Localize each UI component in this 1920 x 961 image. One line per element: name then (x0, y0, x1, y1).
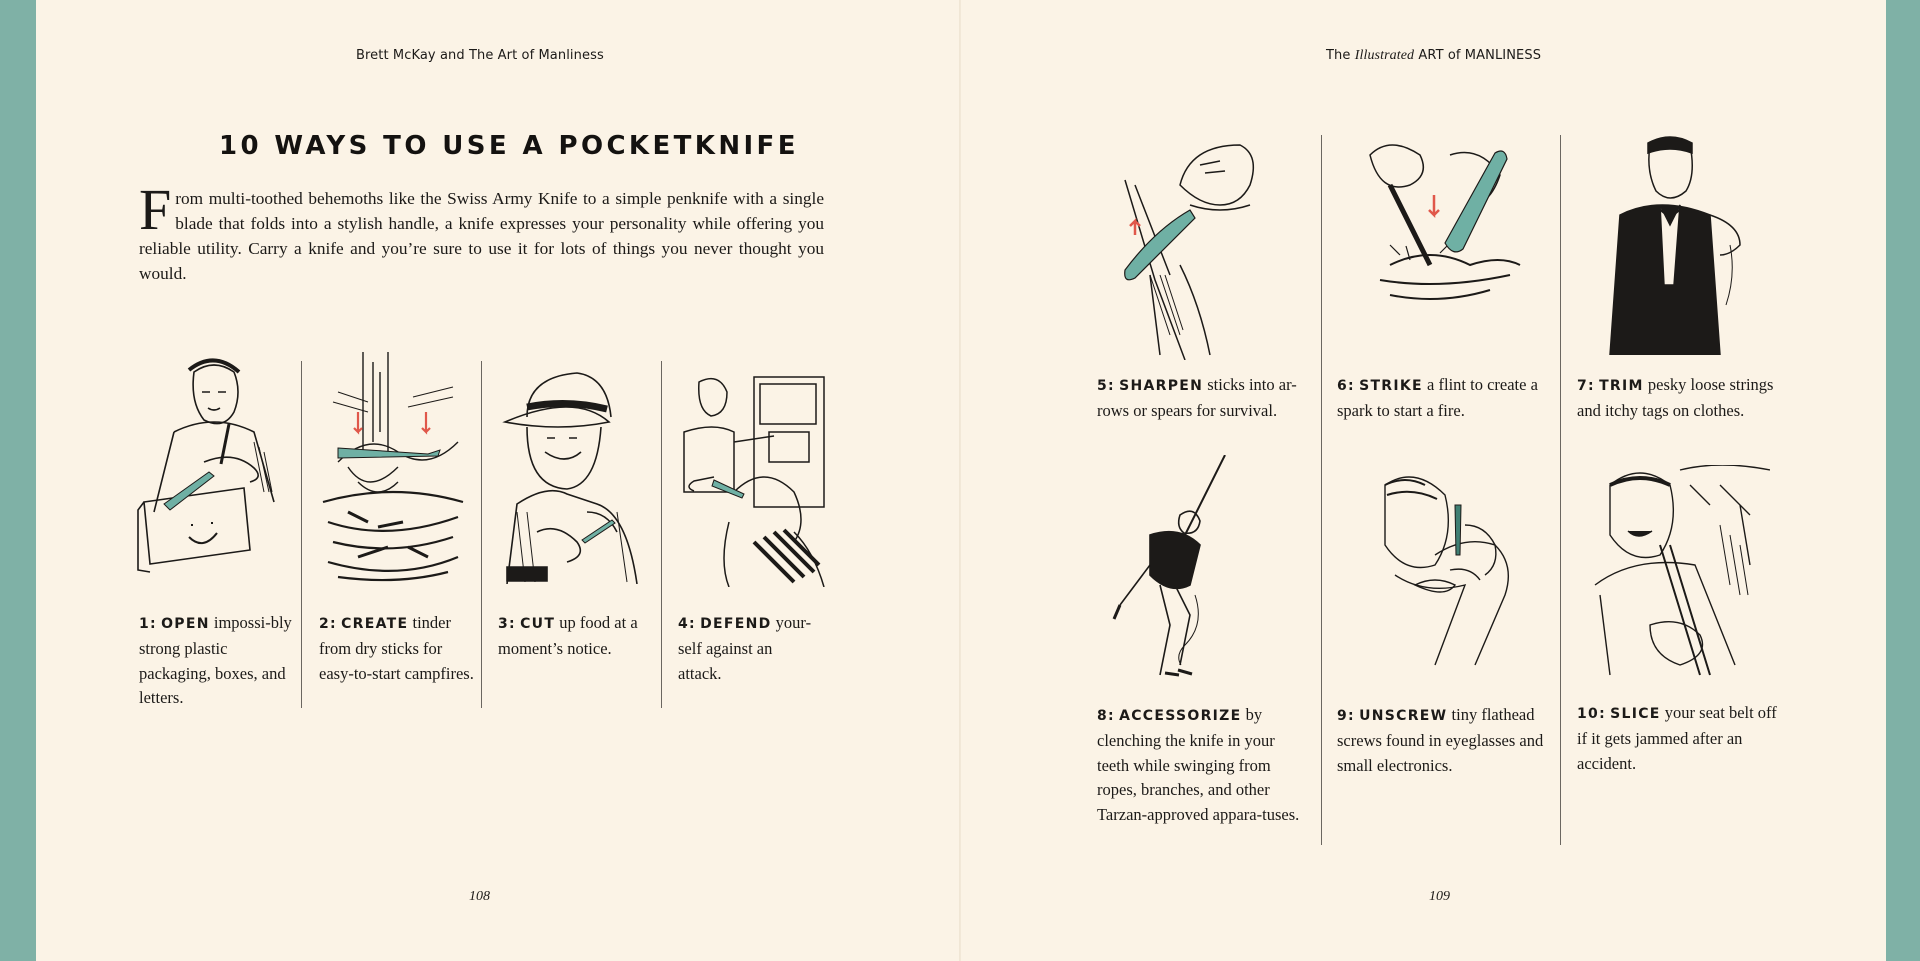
tip-verb: ACCESSORIZE (1119, 708, 1242, 724)
tip-verb: UNSCREW (1359, 708, 1448, 724)
tip-2-caption: 2: CREATE tinder from dry sticks for easy-to-start campfires. (319, 613, 474, 683)
man-in-hat-cutting-food-illustration (497, 362, 652, 584)
shaving-tinder-illustration (318, 352, 468, 587)
drop-cap: F (139, 177, 172, 242)
tip-verb: OPEN (161, 616, 210, 632)
tip-verb: STRIKE (1359, 378, 1423, 394)
tip-1-caption: 1: OPEN impossi-bly strong plastic packaging, boxes, and letters. (139, 613, 292, 708)
tip-4-caption: 4: DEFEND your-self against an attack. (678, 613, 812, 683)
striking-flint-illustration (1350, 135, 1525, 345)
column-divider (1560, 135, 1561, 845)
tip-verb: DEFEND (700, 616, 772, 632)
left-running-header: Brett McKay and The Art of Manliness (356, 48, 604, 63)
page-number-right: 109 (1429, 889, 1450, 904)
column-divider (481, 361, 482, 708)
tip-10-caption: 10: SLICE your seat belt off if it gets jammed after an accident. (1577, 703, 1777, 773)
tip-verb: TRIM (1599, 378, 1644, 394)
slicing-seatbelt-illustration (1590, 465, 1770, 680)
tip-7-caption: 7: TRIM pesky loose strings and itchy tags on clothes. (1577, 375, 1774, 420)
tip-8-caption: 8: ACCESSORIZE by clenching the knife in your teeth while swinging from ropes, branches, and other Tarzan-approved appara-tuses. (1097, 705, 1300, 825)
tip-3-caption: 3: CUT up food at a moment’s notice. (498, 613, 638, 658)
tip-5-caption: 5: SHARPEN sticks into ar-rows or spears for survival. (1097, 375, 1297, 420)
intro-text: rom multi-toothed behemoths like the Swiss Army Knife to a simple penknife with a single blade that folds into a stylish handle, a knife expresses your personality while offering you reliable utility. Carry a knife and you’re sure to use it for lots of things you never thought you would. (139, 189, 824, 283)
page-title: 10 WAYS TO USE A POCKETKNIFE (219, 131, 799, 161)
man-in-tuxedo-trimming-illustration (1600, 135, 1750, 355)
column-divider (1321, 135, 1322, 845)
tip-9-caption: 9: UNSCREW tiny flathead screws found in eyeglasses and small electronics. (1337, 705, 1544, 775)
page-number-left: 108 (469, 889, 490, 904)
atm-defense-illustration (674, 372, 829, 587)
unscrewing-eyeglasses-illustration (1375, 465, 1515, 675)
book-gutter (959, 0, 961, 961)
column-divider (661, 361, 662, 708)
tip-verb: CREATE (341, 616, 409, 632)
tip-verb: SHARPEN (1119, 378, 1204, 394)
intro-paragraph (139, 177, 824, 286)
column-divider (301, 361, 302, 708)
tip-6-caption: 6: STRIKE a flint to create a spark to start a fire. (1337, 375, 1538, 420)
sharpening-stick-illustration (1110, 135, 1270, 360)
tip-verb: SLICE (1610, 706, 1661, 722)
swinging-rope-illustration (1110, 455, 1240, 685)
right-running-header: The Illustrated ART of MANLINESS (1326, 48, 1542, 63)
man-opening-box-illustration (134, 352, 294, 577)
tip-verb: CUT (520, 616, 556, 632)
